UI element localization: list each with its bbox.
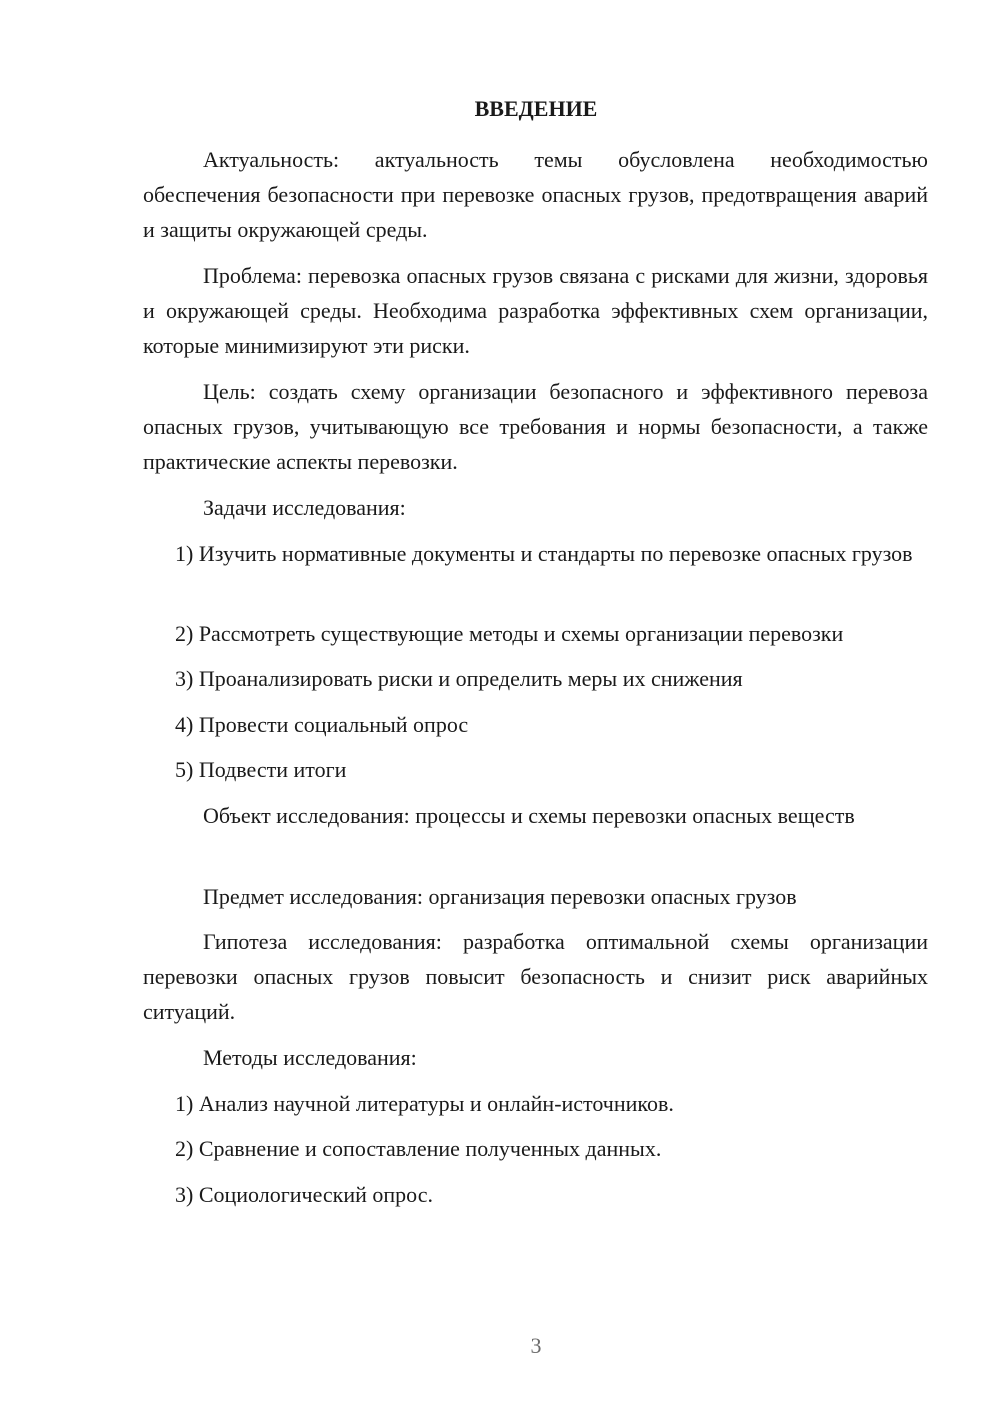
subject-paragraph: Предмет исследования: организация перевозки опасных грузов xyxy=(203,884,797,909)
task-item-1: 1) Изучить нормативные документы и стандарты по перевозке опасных грузов xyxy=(175,541,913,566)
task-item-3: 3) Проанализировать риски и определить меры их снижения xyxy=(175,666,743,691)
problem-paragraph: Проблема: перевозка опасных грузов связана с рисками для жизни, здоровья и окружающей среды. Необходима разработка эффективных схем организации, которые минимизируют эти риски. xyxy=(143,263,928,358)
goal-paragraph: Цель: создать схему организации безопасного и эффективного перевоза опасных грузов, учитывающую все требования и нормы безопасности, а также практические аспекты перевозки. xyxy=(143,379,928,474)
task-item-5: 5) Подвести итоги xyxy=(175,757,347,782)
method-item-3: 3) Социологический опрос. xyxy=(175,1182,433,1207)
tasks-heading: Задачи исследования: xyxy=(203,495,406,520)
object-paragraph: Объект исследования: процессы и схемы перевозки опасных веществ xyxy=(203,803,855,828)
hypothesis-paragraph: Гипотеза исследования: разработка оптимальной схемы организации перевозки опасных грузов повысит безопасность и снизит риск аварийных ситуаций. xyxy=(143,929,928,1024)
task-item-2: 2) Рассмотреть существующие методы и схемы организации перевозки xyxy=(175,621,844,646)
page-number: 3 xyxy=(530,1333,542,1358)
method-item-1: 1) Анализ научной литературы и онлайн-источников. xyxy=(175,1091,674,1116)
method-item-2: 2) Сравнение и сопоставление полученных данных. xyxy=(175,1136,662,1161)
methods-heading: Методы исследования: xyxy=(203,1045,417,1070)
section-title: ВВЕДЕНИЕ xyxy=(474,96,598,121)
task-item-4: 4) Провести социальный опрос xyxy=(175,712,469,737)
relevance-paragraph: Актуальность: актуальность темы обусловлена необходимостью обеспечения безопасности при перевозке опасных грузов, предотвращения аварий и защиты окружающей среды. xyxy=(143,147,928,242)
